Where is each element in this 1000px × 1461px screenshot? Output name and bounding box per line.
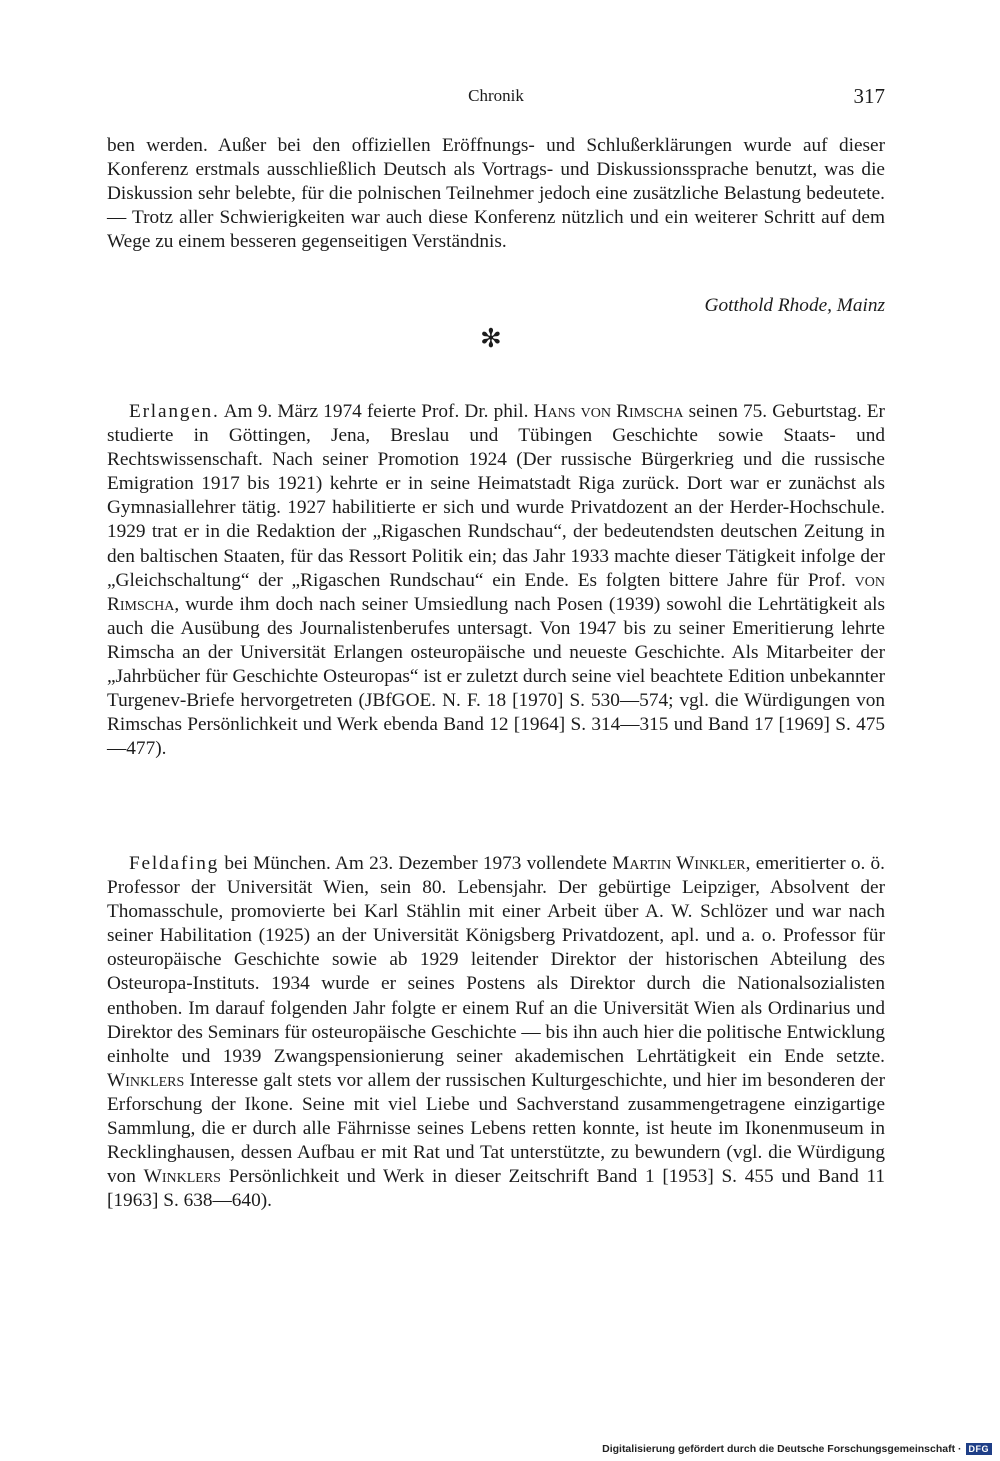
asterism-separator: ✻ <box>480 324 502 353</box>
entry-text: Am 9. März 1974 feierte Prof. Dr. phil. <box>223 401 529 422</box>
person-name: Martin Winkler <box>612 853 746 874</box>
entry-place: Feldafing <box>129 853 220 874</box>
footer-text: Digitalisierung gefördert durch die Deutsche Forschungsgemeinschaft · <box>602 1443 962 1455</box>
entry-text: Interesse galt stets vor allem der russischen Kulturgeschichte, und hier im besonderen der Erforschung der Ikone. Seine mit viel Liebe und Sachverstand zusammengetragene einzigartige Sammlung, die er durch alle Fährnisse seines Lebens retten konnte, ist heute im Ikonenmuseum in Recklinghausen, dessen Aufbau er mit Rat und Tat unterstützte, zu bewundern (vgl. die Würdigung von <box>107 1069 885 1188</box>
entry-text: , wurde ihm doch nach seiner Umsiedlung nach Posen (1939) sowohl die Lehrtätigkeit als auch die Ausübung des Journalistenberufes untersagt. Von 1947 bis zu seiner Emeritierung lehrte Rimscha an der Universität Erlangen osteuropäische und neueste Geschichte. Als Mitarbeiter der „Jahrbücher für Geschichte Osteuropas“ ist er zuletzt durch seine viel beachtete Edition unbekannter Turgenev-Briefe hervorgetreten (JBfGOE. N. F. 18 [1970] S. 530—574; vgl. die Würdigungen von Rimschas Persönlichkeit und Werk ebenda Band 12 [1964] S. 314—315 und Band 17 [1969] S. 475—477). <box>107 593 885 760</box>
digitization-footer <box>602 1443 992 1455</box>
author-signature: Gotthold Rhode, Mainz <box>704 295 885 316</box>
person-name: Winklers <box>143 1166 221 1188</box>
person-name: Winklers <box>107 1069 185 1091</box>
entry-text: Persönlichkeit und Werk in dieser Zeitschrift Band 1 [1953] S. 455 und Band 11 [1963] S. 638—640). <box>107 1166 886 1212</box>
person-name: von Rimscha <box>107 569 885 615</box>
running-head <box>107 84 885 110</box>
person-name: Hans von Rimscha <box>533 401 684 422</box>
entry-place: Erlangen. <box>129 401 220 422</box>
dfg-logo-icon: DFG <box>966 1443 993 1455</box>
page-number: 317 <box>853 84 885 108</box>
continuation-text: ben werden. Außer bei den offiziellen Eröffnungs- und Schlußerklärungen wurde auf dieser Konferenz erstmals ausschließlich Deutsch als Vortrags- und Diskussionssprache benutzt, was die Diskussion sehr belebte, für die polnischen Teilnehmer jedoch eine zusätzliche Belastung bedeutete.— Trotz aller Schwierigkeiten war auch diese Konferenz nützlich und ein weiterer Schritt auf dem Wege zu einem besseren gegenseitigen Verständnis. <box>107 135 885 253</box>
continuation-paragraph <box>107 134 885 254</box>
chronicle-entry-erlangen <box>107 400 885 761</box>
entry-text: seinen 75. Geburtstag. Er studierte in Göttingen, Jena, Breslau und Tübingen Geschichte sowie Staats- und Rechtswissenschaft. Nach seiner Promotion 1924 (Der russische Bürgerkrieg und die russische Emigration 1917 bis 1921) kehrte er in seine Heimatstadt Riga zurück. Dort war er zunächst als Gymnasiallehrer tätig. 1927 habilitierte er sich und wurde Privatdozent an der Herder-Hochschule. 1929 trat er in die Redaktion der „Rigaschen Rundschau“, der bedeutendsten deutschen Zeitung in den baltischen Staaten, für das Ressort Politik ein; das Jahr 1933 machte dieser Tätigkeit infolge der „Gleichschaltung“ der „Rigaschen Rundschau“ ein Ende. Es folgten bittere Jahre für Prof. <box>107 401 885 591</box>
entry-text: , emeritierter o. ö. Professor der Universität Wien, sein 80. Lebensjahr. Der gebürtige Leipziger, Absolvent der Thomasschule, promovierte bei Karl Stählin mit einer Arbeit über A. W. Schlözer und war nach seiner Habilitation (1925) an der Universität Königsberg Privatdozent, apl. und a. o. Professor für osteuropäische Geschichte sowie ab 1929 leitender Direktor der historischen Abteilung des Osteuropa-Instituts. 1934 wurde er seines Postens als Direktor durch die Nationalsozialisten enthoben. Im darauf folgenden Jahr folgte er einem Ruf an die Universität Wien als Ordinarius und Direktor des Seminars für osteuropäische Geschichte — bis ihn auch hier die politische Entwicklung einholte und 1939 Zwangspensionierung seiner akademischen Lehrtätigkeit ein Ende setzte. <box>107 853 886 1067</box>
running-title: Chronik <box>468 86 524 105</box>
entry-text: bei München. Am 23. Dezember 1973 vollendete <box>224 853 607 874</box>
chronicle-entry-feldafing <box>107 852 885 1213</box>
